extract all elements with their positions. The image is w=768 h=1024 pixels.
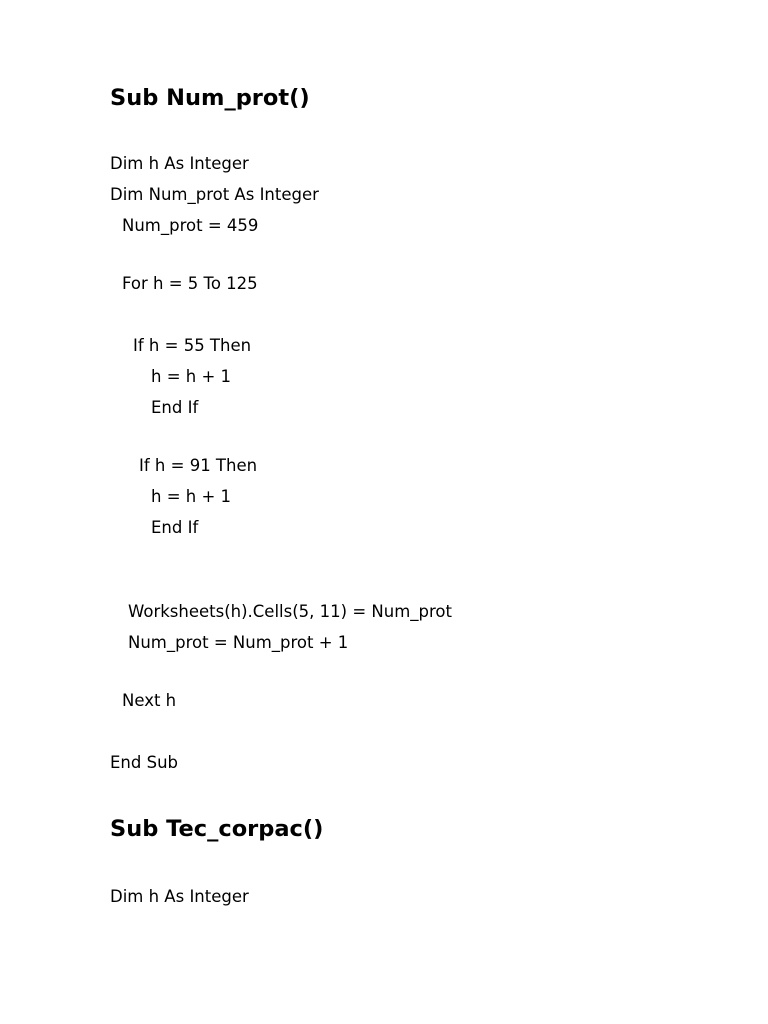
code-line: h = h + 1 (151, 367, 232, 386)
code-line: Dim Num_prot As Integer (110, 185, 319, 204)
code-line: Num_prot = Num_prot + 1 (128, 633, 349, 652)
code-line: Next h (122, 691, 177, 710)
code-line: For h = 5 To 125 (122, 274, 258, 293)
code-line: If h = 91 Then (139, 456, 258, 475)
sub-heading-tec-corpac: Sub Tec_corpac() (110, 816, 324, 842)
code-line: End Sub (110, 753, 179, 772)
code-line: End If (151, 398, 199, 417)
code-line: Worksheets(h).Cells(5, 11) = Num_prot (128, 602, 452, 621)
sub-heading-num-prot: Sub Num_prot() (110, 85, 310, 111)
code-line: h = h + 1 (151, 487, 232, 506)
code-line: Dim h As Integer (110, 887, 249, 906)
code-line: Num_prot = 459 (122, 216, 259, 235)
code-line: Dim h As Integer (110, 154, 249, 173)
code-line: End If (151, 518, 199, 537)
code-line: If h = 55 Then (133, 336, 252, 355)
